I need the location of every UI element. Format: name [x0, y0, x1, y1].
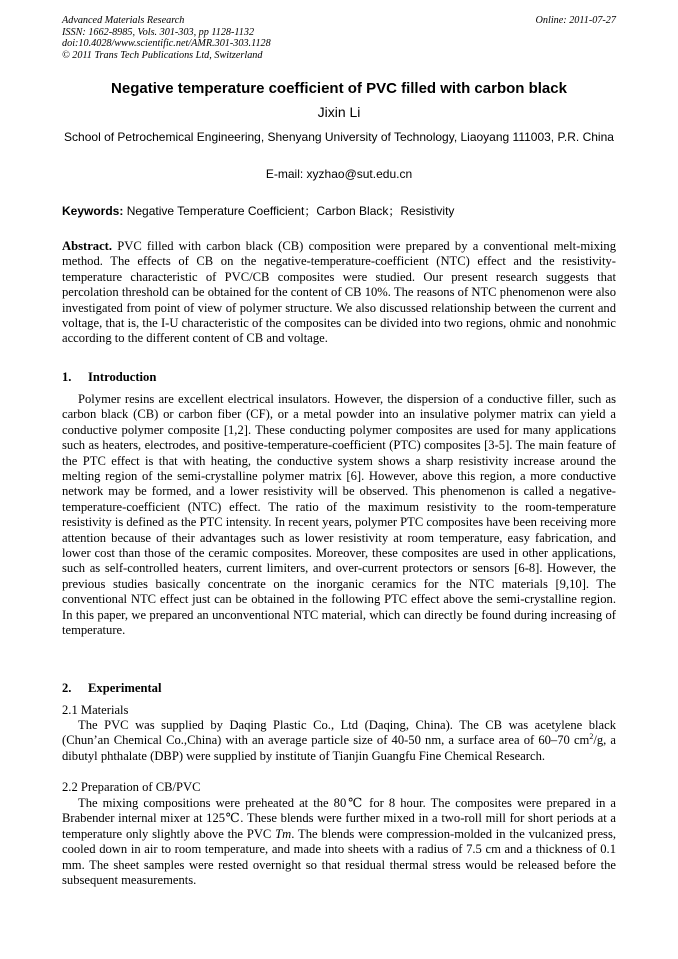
- paper-title: Negative temperature coefficient of PVC filled with carbon black: [111, 80, 567, 97]
- materials-paragraph: [62, 718, 616, 764]
- keywords-label: Keywords:: [62, 204, 124, 218]
- preparation-text-part2: . The blends were compression-molded in the vulcanized press, cooled down in air to room temperature, and made into sheets with a radius of 7.5 cm and a thickness of 0.1 mm. The sheet samples were rested overnight so that residual thermal stress would be released before the subsequent measurements.: [62, 826, 617, 888]
- section-heading-experimental: [62, 681, 616, 696]
- subsection-preparation-title: 2.2 Preparation of CB/PVC: [62, 780, 201, 794]
- section-title: Experimental: [88, 681, 162, 695]
- introduction-paragraph: [62, 392, 616, 639]
- section-number: 1.: [62, 370, 72, 384]
- keywords: [62, 204, 616, 219]
- materials-text-part1: The PVC was supplied by Daqing Plastic Co., Ltd (Daqing, China). The CB was acetylene black (Chun’an Chemical Co.,China) with an average particle size of 40-50 nm, a surface area of 60–70 cm: [62, 718, 616, 748]
- journal-name: Advanced Materials Research: [62, 15, 185, 26]
- section-heading-introduction: [62, 370, 616, 385]
- journal-header: [62, 15, 616, 61]
- abstract-text: PVC filled with carbon black (CB) composition were prepared by a conventional melt-mixing method. The effects of CB on the negative-temperature-coefficient (NTC) effect and the resistivity-temperature characteristic of PVC/CB composites were studied. Our present research suggests that percolation threshold can be obtained for the content of CB 10%. The reasons of NTC phenomenon were also investigated from point of view of polymer structure. We also discussed relationship between the current and voltage, that is, the I-U characteristic of the composites can be divided into two regions, ohmic and nonohmic according to the different content of CB and voltage.: [62, 239, 616, 346]
- issn-line: ISSN: 1662-8985, Vols. 301-303, pp 1128-1132: [62, 26, 255, 38]
- author-email: E-mail: xyzhao@sut.edu.cn: [265, 167, 413, 181]
- subsection-materials-title: 2.1 Materials: [62, 703, 129, 717]
- online-date: Online: 2011-07-27: [535, 15, 616, 26]
- introduction-text: Polymer resins are excellent electrical insulators. However, the dispersion of a conductive filler, such as carbon black (CB) or carbon fiber (CF), or a metal powder into an insulative polymer matrix can yield a conductive polymer composite [1,2]. These conducting polymer composites are used for many applications such as heaters, electrodes, and positive-temperature-coefficient (PTC) composites [3-5]. The main feature of the PTC effect is that with heating, the conductive system shows a sharp resistivity increase around the melting region of the semi-crystalline polymer matrix [6]. However, above this region, a more conductive network may be formed, and a lower resistivity will be observed. This phenomenon is called a negative-temperature-coefficient (NTC) effect. The ratio of the maximum resistivity to the room-temperature resistivity is defined as the PTC intensity. In recent years, polymer PTC composites have been receiving more attention because of their advantages such as lower resistivity at room temperature, easy fabrication, and lower cost than those of the ceramic composites. Moreover, these composites are used in other applications, such as self-controlled heaters, current limiters, and over-current protectors or sensors [6-8]. However, the previous studies basically concentrate on the inorganic ceramics for the NTC materials [9,10]. The conventional NTC effect just can be obtained in the following PTC effect above the semi-crystalline region. In this paper, we prepared an unconventional NTC material, which can directly be found during increasing of temperature.: [62, 392, 616, 638]
- author-name: Jixin Li: [317, 104, 361, 120]
- copyright-line: © 2011 Trans Tech Publications Ltd, Switzerland: [62, 49, 263, 61]
- abstract: [62, 239, 616, 347]
- doi-line: doi:10.4028/www.scientific.net/AMR.301-303.1128: [62, 38, 271, 50]
- materials-text-part2: /g, a dibutyl phthalate (DBP) were supplied by institute of Tianjin Guangfu Fine Chemical Research.: [62, 733, 617, 763]
- section-number: 2.: [62, 681, 72, 695]
- affiliation: School of Petrochemical Engineering, Shenyang University of Technology, Liaoyang 111003, P.R. China: [64, 130, 614, 144]
- melting-temp-symbol: Tm: [275, 826, 292, 841]
- abstract-label: Abstract.: [62, 239, 113, 253]
- section-title: Introduction: [88, 370, 157, 384]
- keywords-text: Negative Temperature Coefficient；Carbon Black；Resistivity: [126, 204, 455, 218]
- preparation-text-part1: The mixing compositions were preheated at the 80℃ for 8 hour. The composites were prepared in a Brabender internal mixer at 125℃. These blends were further mixed in a two-roll mill for short periods at a temperature only slightly above the PVC: [62, 796, 616, 841]
- preparation-paragraph: [62, 796, 616, 888]
- superscript-2: 2: [589, 732, 594, 742]
